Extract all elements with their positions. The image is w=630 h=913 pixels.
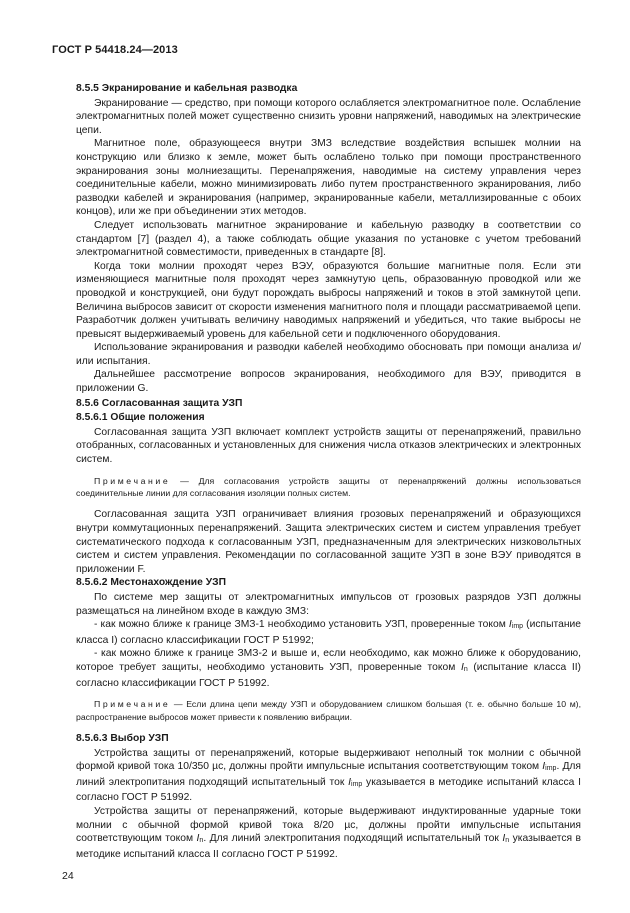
page-number: 24 bbox=[62, 870, 74, 882]
note-block bbox=[76, 698, 581, 723]
note-block bbox=[76, 475, 581, 500]
note-text: — Если длина цепи между УЗП и оборудованием слишком большая (т. е. обычно больше 10 м), распространение выбросов может привести к появлению вибрации. bbox=[76, 699, 581, 722]
paragraph: Экранирование — средство, при помощи которого ослабляется электромагнитное поле. Ослабление электромагнитных полей может существенно снизить уровни напряжений, наводимых на электрические цепи. bbox=[76, 97, 581, 136]
list-item: - как можно ближе к границе ЗМЗ-2 и выше и, если необходимо, как можно ближе к оборудованию, которое требует защиты, необходимо установить УЗП, проверенные током In (испытание класса II) согласно классификации ГОСТ Р 51992. bbox=[76, 648, 581, 689]
paragraph: Согласованная защита УЗП ограничивает влияния грозовых перенапряжений и образующихся внутри коммутационных перенапряжений. Защита электрических систем и систем управления требует систематического подхода к согласованным УЗП, предназначенным для электрических низковольтных систем и систем управления. Рекомендации по согласованной защите УЗП в зоне ВЭУ приводятся в приложении F. bbox=[76, 509, 581, 575]
note-label: Примечание bbox=[94, 475, 171, 486]
section-8-5-6-3-heading: 8.5.6.3 Выбор УЗП bbox=[76, 732, 169, 744]
list-item: - как можно ближе к границе ЗМЗ-1 необходимо установить УЗП, проверенные током Iimp (испытание класса I) согласно классификации ГОСТ Р 51992; bbox=[76, 619, 581, 646]
paragraph: Использование экранирования и разводки кабелей необходимо обосновать при помощи анализа и/или испытания. bbox=[76, 342, 581, 367]
note-label: Примечание bbox=[94, 699, 171, 710]
section-8-5-5-heading: 8.5.5 Экранирование и кабельная разводка bbox=[76, 83, 298, 94]
paragraph: Магнитное поле, образующееся внутри ЗМЗ вследствие воздействия вспышек молнии на конструкцию или близко к земле, может быть ослаблено только при помощи пространственного экранирования зоны молниезащиты. Перенапряжения, наводимые на систему управления через соединительные кабели, можно минимизировать либо путем пространственного экранирования, либо разводки кабелей и экранирования (например, экранированные кабели, металлизированные с обоих концов), или же при объединении этих методов. bbox=[76, 138, 581, 218]
paragraph: Устройства защиты от перенапряжений, которые выдерживают индуктированные ударные токи молнии с обычной формой кривой тока 8/20 µс, должны пройти импульсные испытания соответствующим током In. Для линий электропитания подходящий испытательный ток In указывается в методике испытаний класса II согласно ГОСТ Р 51992. bbox=[76, 805, 581, 860]
note-text: — Для согласования устройств защиты от перенапряжений должны использоваться соединительные линии для согласования изоляции полных систем. bbox=[76, 475, 581, 499]
paragraph: По системе мер защиты от электромагнитных импульсов от грозовых разрядов УЗП должны размещаться на линейном входе в каждую ЗМЗ: bbox=[76, 592, 581, 617]
section-8-5-6-2-heading: 8.5.6.2 Местонахождение УЗП bbox=[76, 577, 226, 589]
paragraph: Следует использовать магнитное экранирование и кабельную разводку в соответствии со стандартом [7] (раздел 4), а также соблюдать общие указания по установке с учетом требований электромагнитной совместимости, приведенных в стандарте [8]. bbox=[76, 219, 581, 259]
page-body bbox=[76, 82, 581, 861]
section-8-5-6-heading: 8.5.6 Согласованная защита УЗП bbox=[76, 397, 243, 409]
paragraph: Устройства защиты от перенапряжений, которые выдерживают неполный ток молнии с обычной формой кривой тока 10/350 µс, должны пройти импульсные испытания соответствующим током Iimp. Для линий электропитания подходящий испытательный ток Iimp указывается в методике испытаний класса I согласно ГОСТ Р 51992. bbox=[76, 747, 582, 804]
section-8-5-6-1-heading: 8.5.6.1 Общие положения bbox=[76, 412, 205, 424]
paragraph: Согласованная защита УЗП включает комплект устройств защиты от перенапряжений, правильно отобранных, согласованных и установленных для снижения числа отказов электрических и электронных систем. bbox=[76, 426, 581, 466]
document-code-header: ГОСТ Р 54418.24—2013 bbox=[52, 44, 178, 56]
paragraph: Когда токи молнии проходят через ВЭУ, образуются большие магнитные поля. Если эти изменяющиеся магнитные поля проходят через замкнутую цепь, образованную проводкой или же проводкой и конструкцией, они будут порождать выбросы напряжений и токов в этой замкнутой цепи. Величина выбросов зависит от скорости изменения магнитного поля и площади рассматриваемой цепи. Разработчик должен учитывать величину наводимых напряжений и убедиться, что такие выбросы не превысят выдерживаемый уровень для кабельной сети и подключенного оборудования. bbox=[76, 260, 581, 340]
paragraph: Дальнейшее рассмотрение вопросов экранирования, необходимого для ВЭУ, приводится в приложении G. bbox=[76, 369, 581, 395]
